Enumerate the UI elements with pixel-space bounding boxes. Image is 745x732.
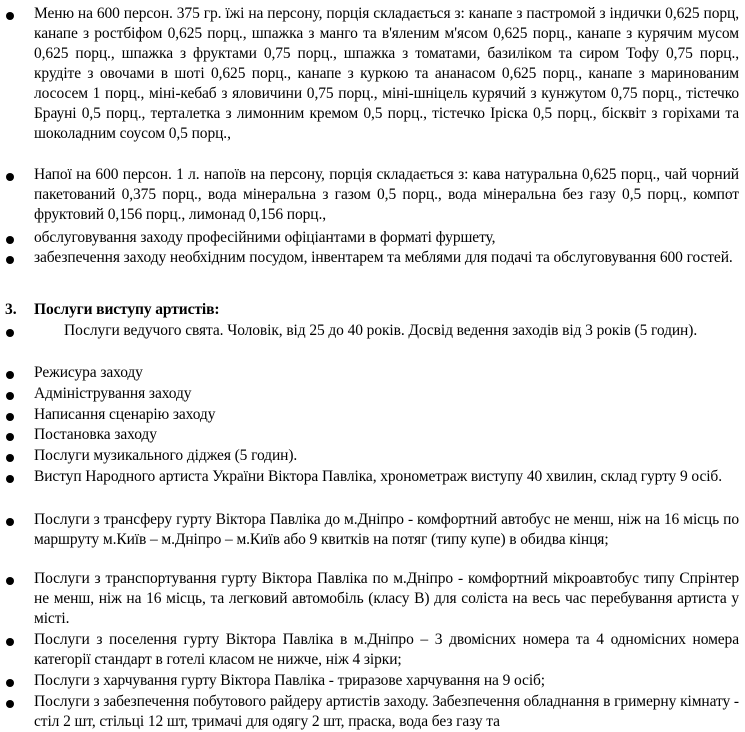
bullet-icon (6, 679, 14, 687)
bullet-icon (6, 413, 14, 421)
bullet-icon (6, 256, 14, 264)
list-item-text: Написання сценарію заходу (34, 406, 216, 423)
bullet-icon (6, 577, 14, 585)
bullet-icon (6, 638, 14, 646)
bullet-icon (6, 392, 14, 400)
list-item-text: Напої на 600 персон. 1 л. напоїв на персону, порція складається з: кава натуральна 0,625 порц., чай чорний пакетований 0,375 порц., вода мінеральна з газом 0,5 порц., вода мінеральна без газу 0,5 порц., компот фруктовий 0,156 порц., лимонад 0,156 порц., (34, 166, 739, 223)
list-item-text: Постановка заходу (34, 426, 157, 443)
bullet-icon (6, 454, 14, 462)
list-item-text: Послуги з поселення гурту Віктора Павліка в м.Дніпро – 3 двомісних номера та 4 одномісних номера категорії стандарт в готелі класом не нижче, ніж 4 зірки; (34, 631, 739, 668)
section-number: 3. (5, 301, 17, 318)
bullet-icon (6, 475, 14, 483)
list-item-text: Адміністрування заходу (34, 385, 192, 402)
list-item-text: Послуги з харчування гурту Віктора Павліка - триразове харчування на 9 осіб; (34, 672, 546, 689)
list-item-text: забезпечення заходу необхідним посудом, інвентарем та меблями для подачі та обслуговування 600 гостей. (34, 249, 733, 266)
list-item-text: Послуги з забезпечення побутового райдеру артистів заходу. Забезпечення обладнання в гримерну кімнату - стіл 2 шт, стільці 12 шт, тримачі для одягу 2 шт, праска, вода без газу та (34, 693, 739, 730)
list-item-text: Послуги ведучого свята. Чоловік, від 25 до 40 років. Досвід ведення заходів від 3 років (5 годин). (64, 322, 698, 339)
bullet-icon (6, 371, 14, 379)
bullet-icon (6, 236, 14, 244)
list-item-text: Послуги з транспортування гурту Віктора Павліка по м.Дніпро - комфортний мікроавтобус типу Спрінтер не менш, ніж на 16 місць, та легковий автомобіль (класу В) для соліста на весь час перебування артиста у місті. (34, 570, 739, 627)
list-item-text: Послуги з трансферу гурту Віктора Павліка до м.Дніпро - комфортний автобус не менш, ніж на 16 місць по маршруту м.Київ – м.Дніпро – м.Київ або 9 квитків на потяг (типу купе) в обидва кінця; (34, 511, 739, 548)
bullet-icon (6, 700, 14, 708)
list-item-text: Меню на 600 персон. 375 гр. їжі на персону, порція складається з: канапе з пастромой з індички 0,625 порц, канапе з ростбіфом 0,625 порц., шпажка з манго та в'яленим м'ясом 0,625 порц., канапе з курячим мусом 0,625 порц., шпажка з фруктами 0,75 порц., шпажка з томатами, базиліком та сиром Тофу 0,75 порц., крудіте з овочами в шоті 0,625 порц., канапе з куркою та ананасом 0,625 порц., канапе з маринованим лососем 1 порц., міні-кебаб з яловичини 0,75 порц., міні-шніцель курячий з кунжутом 0,75 порц., тістечко Брауні 0,5 порц., терталетка з лимонним кремом 0,5 порц., тістечко Іріска 0,5 порц., бісквіт з горіхами та шоколадним соусом 0,5 порц., (34, 5, 739, 142)
bullet-icon (6, 329, 14, 337)
section-title: Послуги виступу артистів: (34, 301, 220, 318)
list-item-text: обслуговування заходу професійними офіціантами в форматі фуршету, (34, 229, 496, 246)
bullet-icon (6, 518, 14, 526)
bullet-icon (6, 12, 14, 20)
bullet-icon (6, 173, 14, 181)
list-item-text: Режисура заходу (34, 364, 143, 381)
list-item-text: Виступ Народного артиста України Віктора Павліка, хронометраж виступу 40 хвилин, склад гурту 9 осіб. (34, 468, 722, 485)
list-item-text: Послуги музикального діджея (5 годин). (34, 447, 298, 464)
bullet-icon (6, 433, 14, 441)
